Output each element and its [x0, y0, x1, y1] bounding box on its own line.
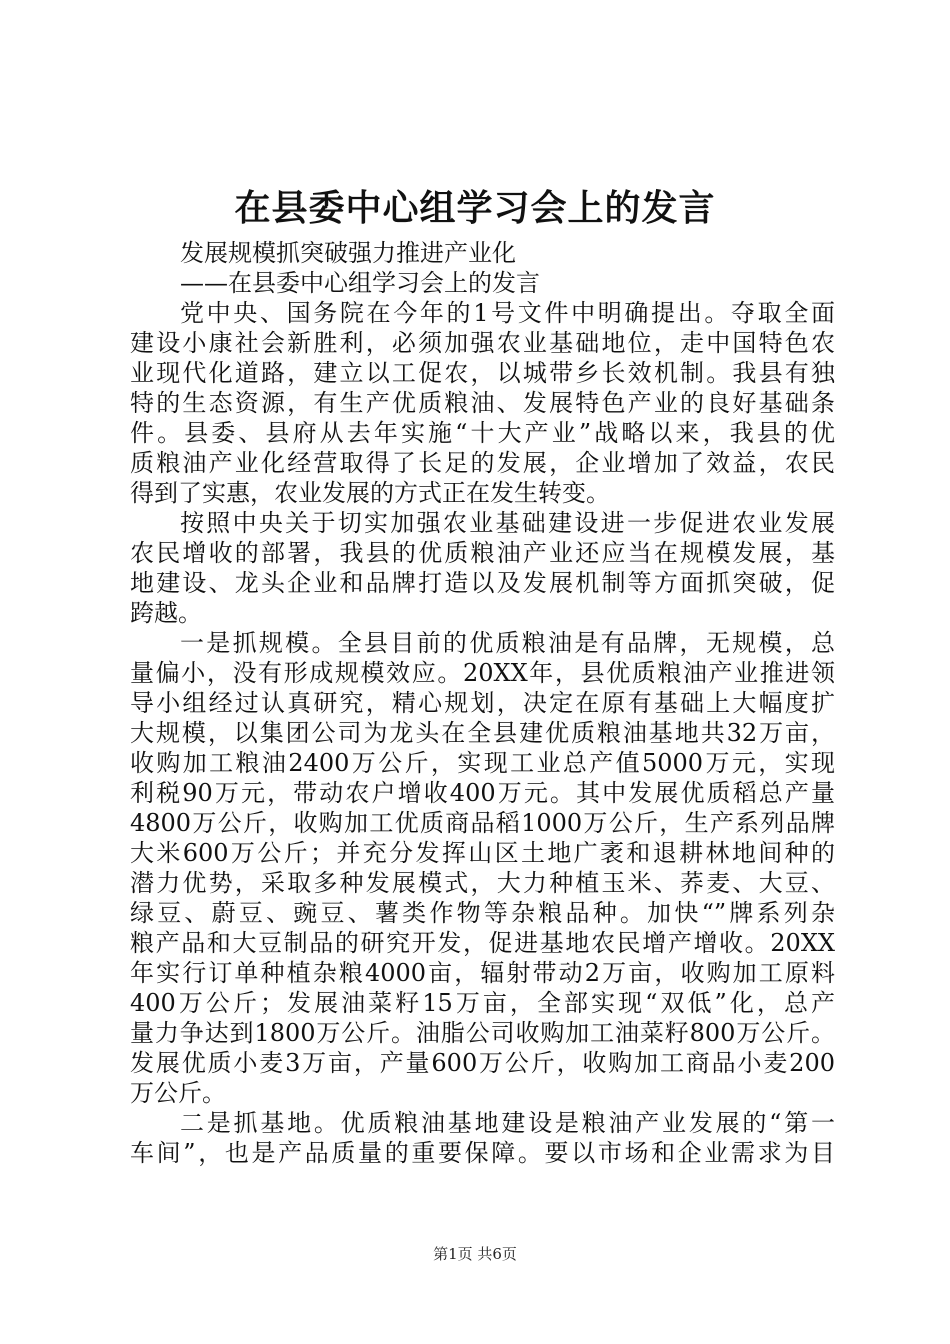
text-line: 得到了实惠，农业发展的方式正在发生转变。 — [130, 479, 610, 507]
text-line: 按照中央关于切实加强农业基础建设进一步促进农业发展 — [180, 509, 835, 537]
text-line: 400万公斤；发展油菜籽15万亩，全部实现“双低”化，总产 — [130, 989, 835, 1017]
text-line: 件。县委、县府从去年实施“十大产业”战略以来，我县的优 — [130, 419, 835, 447]
text-line: 4800万公斤，收购加工优质商品稻1000万公斤，生产系列品牌 — [130, 809, 835, 837]
text-line: 粮产品和大豆制品的研究开发，促进基地农民增产增收。20XX — [130, 929, 835, 957]
text-line: 发展规模抓突破强力推进产业化 — [180, 239, 516, 267]
text-line: 导小组经过认真研究，精心规划，决定在原有基础上大幅度扩 — [130, 689, 835, 717]
text-line: 量力争达到1800万公斤。油脂公司收购加工油菜籽800万公斤。 — [130, 1019, 835, 1047]
text-line: 特的生态资源，有生产优质粮油、发展特色产业的良好基础条 — [130, 389, 835, 417]
text-line: 农民增收的部署，我县的优质粮油产业还应当在规模发展，基 — [130, 539, 835, 567]
text-line: 跨越。 — [130, 599, 202, 627]
text-line: 利税90万元，带动农户增收400万元。其中发展优质稻总产量 — [130, 779, 835, 807]
text-line: 大规模，以集团公司为龙头在全县建优质粮油基地共32万亩， — [130, 719, 835, 747]
text-line: 万公斤。 — [130, 1079, 226, 1107]
text-line: 质粮油产业化经营取得了长足的发展，企业增加了效益，农民 — [130, 449, 835, 477]
text-line: 地建设、龙头企业和品牌打造以及发展机制等方面抓突破，促 — [130, 569, 835, 597]
text-line: 车间”，也是产品质量的重要保障。要以市场和企业需求为目 — [130, 1139, 835, 1167]
text-line: 大米600万公斤；并充分发挥山区土地广袤和退耕林地间种的 — [130, 839, 835, 867]
text-line: 量偏小，没有形成规模效应。20XX年，县优质粮油产业推进领 — [130, 659, 835, 687]
text-line: 一是抓规模。全县目前的优质粮油是有品牌，无规模，总 — [180, 629, 835, 657]
document-body — [130, 238, 835, 1168]
text-line: 二是抓基地。优质粮油基地建设是粮油产业发展的“第一 — [180, 1109, 835, 1137]
text-line: 绿豆、蔚豆、豌豆、薯类作物等杂粮品种。加快“”牌系列杂 — [130, 899, 835, 927]
page-footer: 第1页 共6页 — [433, 1245, 517, 1263]
text-line: 收购加工粮油2400万公斤，实现工业总产值5000万元，实现 — [130, 749, 835, 777]
text-line: ——在县委中心组学习会上的发言 — [180, 269, 540, 297]
text-line: 年实行订单种植杂粮4000亩，辐射带动2万亩，收购加工原料 — [130, 959, 835, 987]
text-line: 发展优质小麦3万亩，产量600万公斤，收购加工商品小麦200 — [130, 1049, 835, 1077]
text-line: 业现代化道路，建立以工促农，以城带乡长效机制。我县有独 — [130, 359, 835, 387]
text-line: 潜力优势，采取多种发展模式，大力种植玉米、荞麦、大豆、 — [130, 869, 835, 897]
text-line: 党中央、国务院在今年的1号文件中明确提出。夺取全面 — [180, 299, 835, 327]
document-title: 在县委中心组学习会上的发言 — [234, 187, 716, 229]
text-line: 建设小康社会新胜利，必须加强农业基础地位，走中国特色农 — [130, 329, 835, 357]
